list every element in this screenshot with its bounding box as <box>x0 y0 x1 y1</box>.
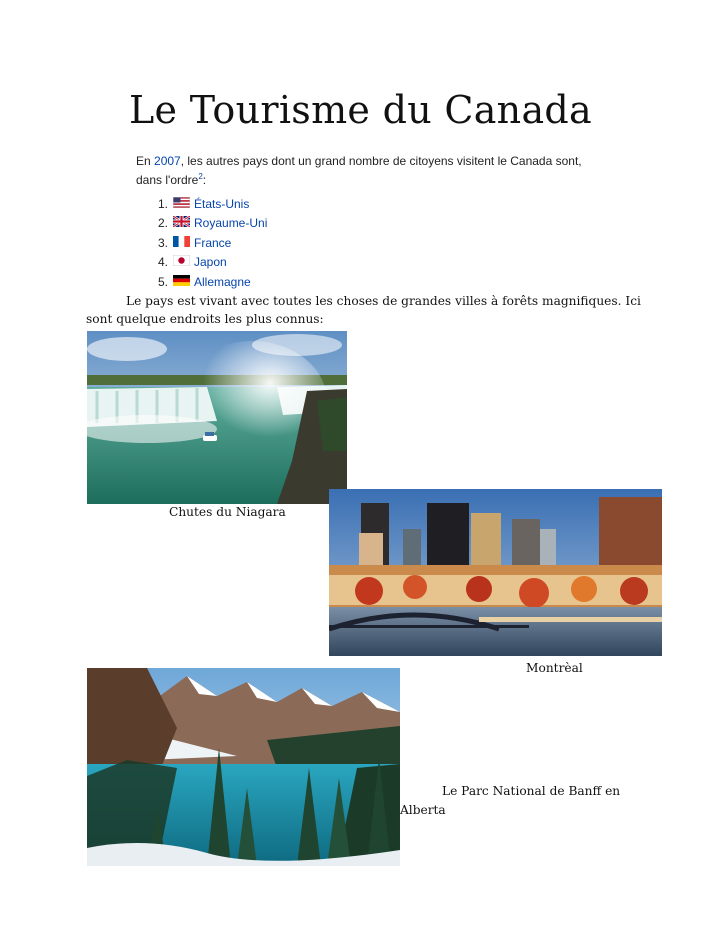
paragraph-text: Le pays est vivant avec toutes les choses de grandes villes à forêts magnifiques. Ici sont quelque endroits les plus connus: <box>86 294 641 326</box>
niagara-caption: Chutes du Niagara <box>169 505 286 519</box>
list-item <box>158 253 267 273</box>
france-flag-icon <box>173 236 190 250</box>
intro-suffix: : <box>202 173 207 187</box>
us-flag-icon <box>173 197 190 211</box>
montreal-caption: Montrèal <box>526 661 583 675</box>
list-rank: 5. <box>158 274 169 289</box>
country-link-japon[interactable]: Japon <box>194 255 227 270</box>
banff-caption <box>400 782 640 820</box>
country-link-royaume-uni[interactable]: Royaume-Uni <box>194 216 268 231</box>
country-link-etats-unis[interactable]: États-Unis <box>194 196 250 211</box>
page-title: Le Tourisme du Canada <box>129 88 592 132</box>
reference-link[interactable]: 2 <box>198 172 203 181</box>
country-link-france[interactable]: France <box>194 235 232 250</box>
list-rank: 2. <box>158 216 169 231</box>
country-link-allemagne[interactable]: Allemagne <box>194 274 251 289</box>
germany-flag-icon <box>173 275 190 289</box>
japan-flag-icon <box>173 255 190 269</box>
year-link[interactable]: 2007 <box>154 154 181 168</box>
niagara-falls-photo <box>87 331 347 504</box>
banff-photo <box>87 668 400 866</box>
list-item <box>158 233 267 253</box>
intro-text <box>136 152 606 190</box>
intro-prefix: En <box>136 154 155 168</box>
list-item <box>158 194 267 214</box>
intro-body: , les autres pays dont un grand nombre de citoyens visitent le Canada sont, dans l'ordre <box>136 154 582 187</box>
body-paragraph <box>86 292 641 328</box>
list-item <box>158 214 267 234</box>
banff-caption-text: Le Parc National de Banff en Alberta <box>400 784 621 817</box>
list-rank: 1. <box>158 196 169 211</box>
list-rank: 3. <box>158 235 169 250</box>
country-list <box>158 194 267 292</box>
list-rank: 4. <box>158 255 169 270</box>
montreal-photo <box>329 489 662 656</box>
uk-flag-icon <box>173 216 190 230</box>
list-item <box>158 272 267 292</box>
